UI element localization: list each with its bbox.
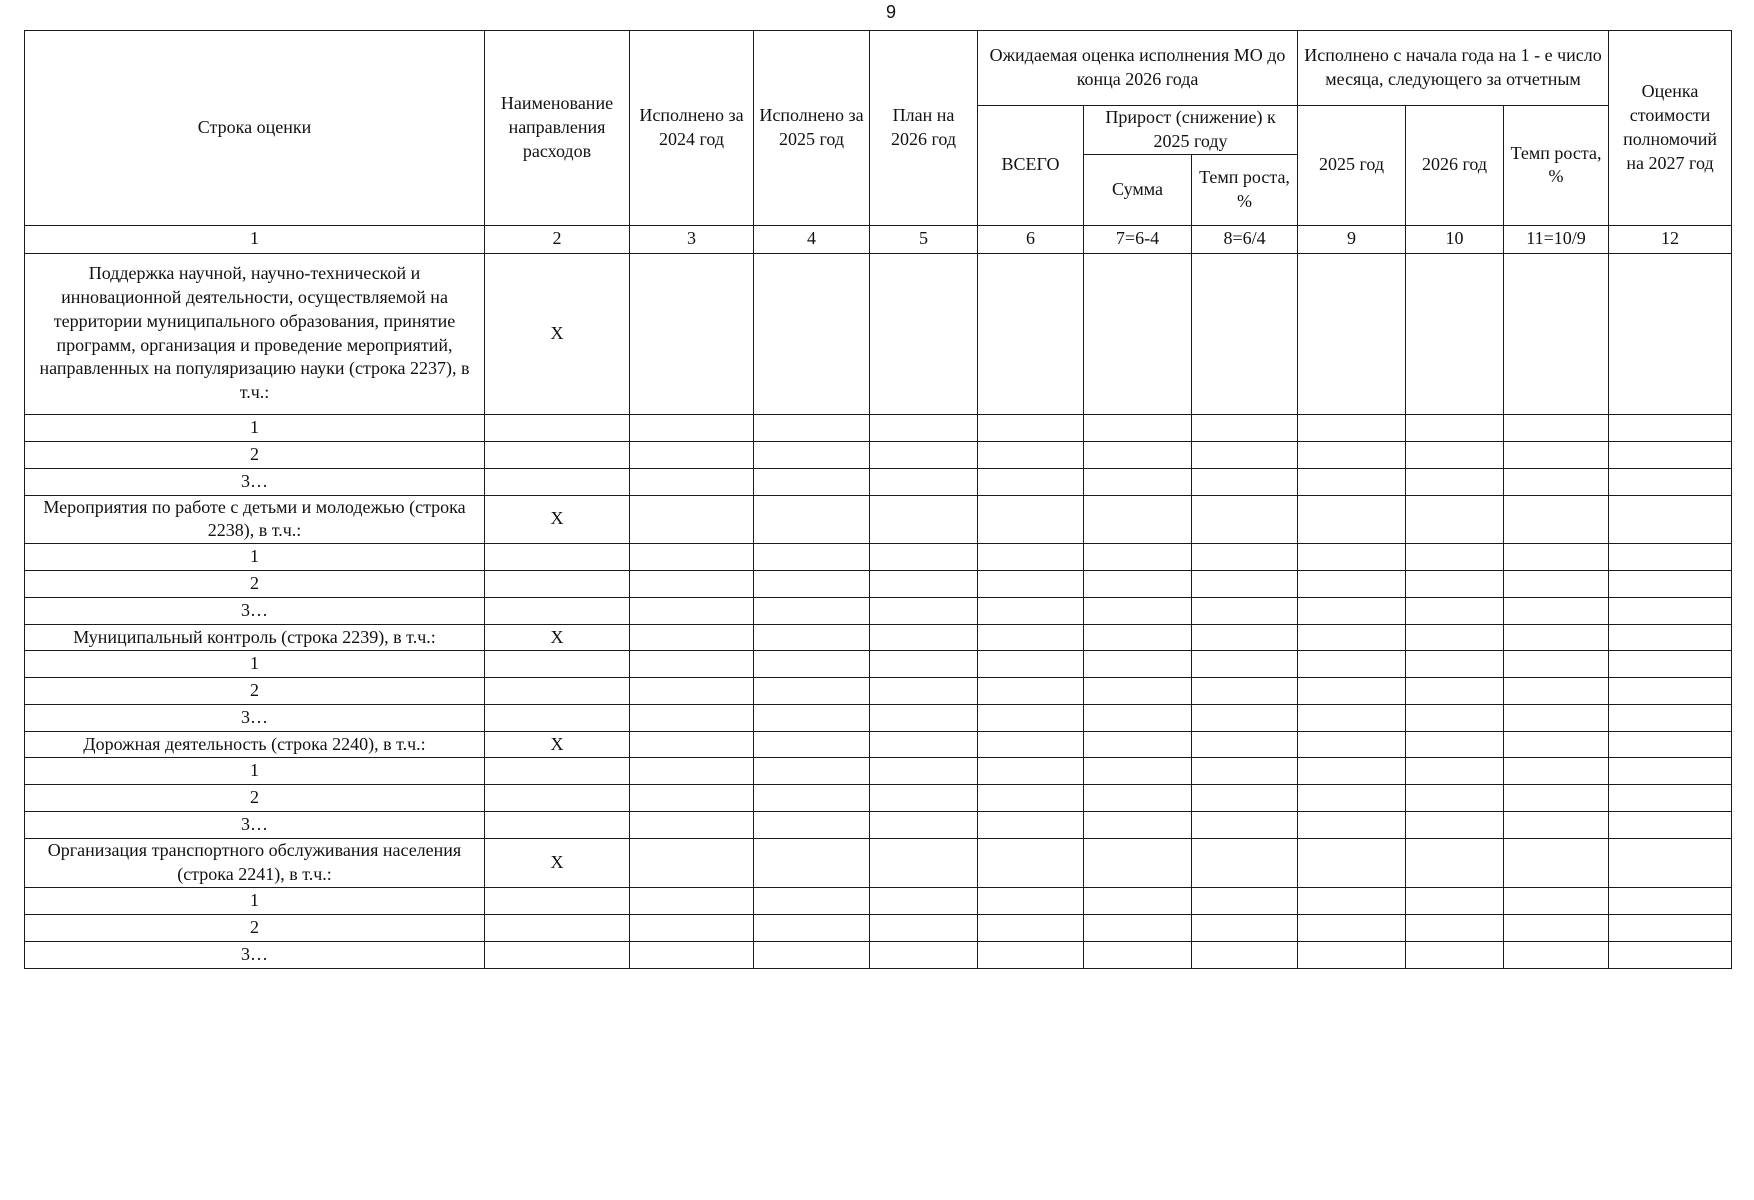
empty-cell <box>978 468 1084 495</box>
empty-cell <box>1609 414 1732 441</box>
header-ytd-2026: 2026 год <box>1406 106 1504 226</box>
empty-cell <box>630 571 754 598</box>
empty-cell <box>1298 651 1406 678</box>
empty-cell <box>870 914 978 941</box>
empty-cell <box>1504 441 1609 468</box>
empty-cell <box>1504 468 1609 495</box>
empty-cell <box>485 812 630 839</box>
section-row <box>25 625 1732 651</box>
empty-cell <box>1406 785 1504 812</box>
empty-cell <box>630 253 754 414</box>
empty-cell <box>754 705 870 732</box>
empty-cell <box>630 544 754 571</box>
empty-cell <box>1192 253 1298 414</box>
empty-cell <box>630 812 754 839</box>
empty-cell <box>1192 914 1298 941</box>
sub-row-number: 1 <box>25 651 485 678</box>
empty-cell <box>485 468 630 495</box>
page-number: 9 <box>885 2 896 22</box>
empty-cell <box>754 914 870 941</box>
empty-cell <box>1192 441 1298 468</box>
empty-cell <box>485 441 630 468</box>
empty-cell <box>978 839 1084 888</box>
empty-cell <box>1609 758 1732 785</box>
empty-cell <box>1084 705 1192 732</box>
empty-cell <box>1504 914 1609 941</box>
empty-cell <box>1504 941 1609 968</box>
empty-cell <box>1504 785 1609 812</box>
empty-cell <box>1406 468 1504 495</box>
empty-cell <box>870 651 978 678</box>
column-number: 6 <box>978 225 1084 253</box>
empty-cell <box>978 495 1084 544</box>
empty-cell <box>978 253 1084 414</box>
sub-row-number: 1 <box>25 414 485 441</box>
empty-cell <box>1609 468 1732 495</box>
column-number: 2 <box>485 225 630 253</box>
empty-cell <box>978 914 1084 941</box>
header-row-label: Строка оценки <box>25 31 485 226</box>
sub-row <box>25 812 1732 839</box>
empty-cell <box>1609 839 1732 888</box>
empty-cell <box>1298 571 1406 598</box>
sub-row <box>25 468 1732 495</box>
empty-cell <box>870 441 978 468</box>
empty-cell <box>1406 625 1504 651</box>
empty-cell <box>870 705 978 732</box>
empty-cell <box>1298 544 1406 571</box>
empty-cell <box>485 941 630 968</box>
empty-cell <box>1192 468 1298 495</box>
empty-cell <box>1406 495 1504 544</box>
empty-cell <box>754 785 870 812</box>
empty-cell <box>1609 705 1732 732</box>
empty-cell <box>870 468 978 495</box>
sub-row <box>25 887 1732 914</box>
empty-cell <box>630 625 754 651</box>
sub-row-number: 2 <box>25 785 485 812</box>
empty-cell <box>870 414 978 441</box>
sub-row <box>25 598 1732 625</box>
empty-cell <box>754 495 870 544</box>
empty-cell <box>754 812 870 839</box>
empty-cell <box>630 758 754 785</box>
empty-cell <box>978 625 1084 651</box>
empty-cell <box>870 887 978 914</box>
empty-cell <box>870 732 978 758</box>
sub-row <box>25 941 1732 968</box>
section-row <box>25 495 1732 544</box>
direction-mark: X <box>485 495 630 544</box>
empty-cell <box>1609 544 1732 571</box>
section-label: Мероприятия по работе с детьми и молодежью (строка 2238), в т.ч.: <box>25 495 485 544</box>
empty-cell <box>1504 887 1609 914</box>
empty-cell <box>870 571 978 598</box>
empty-cell <box>978 732 1084 758</box>
column-number: 8=6/4 <box>1192 225 1298 253</box>
empty-cell <box>1609 914 1732 941</box>
empty-cell <box>1192 732 1298 758</box>
empty-cell <box>1084 758 1192 785</box>
empty-cell <box>1192 839 1298 888</box>
empty-cell <box>485 678 630 705</box>
empty-cell <box>870 544 978 571</box>
column-number: 12 <box>1609 225 1732 253</box>
sub-row <box>25 414 1732 441</box>
empty-cell <box>1406 571 1504 598</box>
column-number: 3 <box>630 225 754 253</box>
empty-cell <box>1504 651 1609 678</box>
empty-cell <box>1609 253 1732 414</box>
empty-cell <box>1192 941 1298 968</box>
empty-cell <box>1084 887 1192 914</box>
empty-cell <box>1084 253 1192 414</box>
empty-cell <box>754 544 870 571</box>
sub-row-number: 2 <box>25 571 485 598</box>
empty-cell <box>1298 758 1406 785</box>
empty-cell <box>1609 495 1732 544</box>
empty-cell <box>870 941 978 968</box>
empty-cell <box>1084 678 1192 705</box>
empty-cell <box>1406 887 1504 914</box>
header-expected-group: Ожидаемая оценка исполнения МО до конца 2026 года <box>978 31 1298 106</box>
empty-cell <box>1406 253 1504 414</box>
empty-cell <box>978 758 1084 785</box>
empty-cell <box>1406 705 1504 732</box>
empty-cell <box>1192 812 1298 839</box>
empty-cell <box>630 678 754 705</box>
empty-cell <box>485 598 630 625</box>
empty-cell <box>978 441 1084 468</box>
empty-cell <box>1084 812 1192 839</box>
empty-cell <box>1504 414 1609 441</box>
empty-cell <box>485 785 630 812</box>
empty-cell <box>1406 544 1504 571</box>
empty-cell <box>978 598 1084 625</box>
sub-row <box>25 441 1732 468</box>
empty-cell <box>1084 785 1192 812</box>
empty-cell <box>630 914 754 941</box>
empty-cell <box>978 651 1084 678</box>
column-numbers-row <box>25 225 1732 253</box>
empty-cell <box>1504 598 1609 625</box>
empty-cell <box>1298 253 1406 414</box>
empty-cell <box>1192 414 1298 441</box>
header-direction: Наименование направления расходов <box>485 31 630 226</box>
empty-cell <box>754 678 870 705</box>
empty-cell <box>1298 887 1406 914</box>
header-estimate-2027: Оценка стоимости полномочий на 2027 год <box>1609 31 1732 226</box>
empty-cell <box>1084 468 1192 495</box>
empty-cell <box>1504 839 1609 888</box>
empty-cell <box>1609 678 1732 705</box>
empty-cell <box>978 887 1084 914</box>
direction-mark: X <box>485 732 630 758</box>
empty-cell <box>1504 732 1609 758</box>
column-number: 7=6-4 <box>1084 225 1192 253</box>
empty-cell <box>1084 941 1192 968</box>
empty-cell <box>630 941 754 968</box>
empty-cell <box>1192 598 1298 625</box>
empty-cell <box>754 571 870 598</box>
empty-cell <box>1084 651 1192 678</box>
empty-cell <box>1192 571 1298 598</box>
empty-cell <box>1298 678 1406 705</box>
column-number: 1 <box>25 225 485 253</box>
empty-cell <box>978 678 1084 705</box>
empty-cell <box>978 414 1084 441</box>
empty-cell <box>978 705 1084 732</box>
column-number: 5 <box>870 225 978 253</box>
empty-cell <box>978 571 1084 598</box>
empty-cell <box>1298 414 1406 441</box>
empty-cell <box>870 678 978 705</box>
empty-cell <box>485 887 630 914</box>
section-label: Поддержка научной, научно-технической и инновационной деятельности, осуществляемой на территории муниципального образования, принятие программ, организация и проведение мероприятий, направленных на популяризацию науки (строка 2237), в т.ч.: <box>25 253 485 414</box>
empty-cell <box>1192 651 1298 678</box>
empty-cell <box>1406 678 1504 705</box>
empty-cell <box>1609 441 1732 468</box>
sub-row-number: 2 <box>25 441 485 468</box>
empty-cell <box>1298 732 1406 758</box>
empty-cell <box>754 758 870 785</box>
empty-cell <box>1192 887 1298 914</box>
empty-cell <box>1504 812 1609 839</box>
sub-row <box>25 651 1732 678</box>
empty-cell <box>1406 839 1504 888</box>
empty-cell <box>870 253 978 414</box>
empty-cell <box>1609 598 1732 625</box>
section-row <box>25 253 1732 414</box>
empty-cell <box>870 812 978 839</box>
empty-cell <box>1504 544 1609 571</box>
empty-cell <box>754 732 870 758</box>
empty-cell <box>630 705 754 732</box>
empty-cell <box>1406 441 1504 468</box>
empty-cell <box>1609 571 1732 598</box>
empty-cell <box>1298 839 1406 888</box>
empty-cell <box>1504 678 1609 705</box>
empty-cell <box>1298 598 1406 625</box>
empty-cell <box>630 785 754 812</box>
section-row <box>25 839 1732 888</box>
empty-cell <box>1084 732 1192 758</box>
sub-row-number: 2 <box>25 914 485 941</box>
empty-cell <box>870 758 978 785</box>
sub-row-number: 2 <box>25 678 485 705</box>
empty-cell <box>485 544 630 571</box>
empty-cell <box>1609 625 1732 651</box>
empty-cell <box>1406 941 1504 968</box>
empty-cell <box>1298 785 1406 812</box>
empty-cell <box>1504 705 1609 732</box>
empty-cell <box>1298 625 1406 651</box>
empty-cell <box>754 839 870 888</box>
empty-cell <box>754 887 870 914</box>
empty-cell <box>1084 495 1192 544</box>
sub-row-number: 3… <box>25 812 485 839</box>
section-label: Организация транспортного обслуживания населения (строка 2241), в т.ч.: <box>25 839 485 888</box>
empty-cell <box>1084 839 1192 888</box>
sub-row <box>25 758 1732 785</box>
table-body <box>25 253 1732 968</box>
empty-cell <box>1192 785 1298 812</box>
empty-cell <box>630 887 754 914</box>
empty-cell <box>630 651 754 678</box>
header-growth-rate: Темп роста, % <box>1192 154 1298 225</box>
empty-cell <box>630 441 754 468</box>
empty-cell <box>1406 758 1504 785</box>
empty-cell <box>978 941 1084 968</box>
empty-cell <box>1298 495 1406 544</box>
header-plan-2026: План на 2026 год <box>870 31 978 226</box>
empty-cell <box>1609 941 1732 968</box>
sub-row-number: 1 <box>25 544 485 571</box>
empty-cell <box>1192 705 1298 732</box>
empty-cell <box>1084 598 1192 625</box>
empty-cell <box>1084 571 1192 598</box>
empty-cell <box>754 468 870 495</box>
empty-cell <box>870 625 978 651</box>
empty-cell <box>630 839 754 888</box>
empty-cell <box>1084 544 1192 571</box>
empty-cell <box>1298 705 1406 732</box>
direction-mark: X <box>485 253 630 414</box>
evaluation-table <box>24 30 1732 969</box>
empty-cell <box>754 441 870 468</box>
direction-mark: X <box>485 625 630 651</box>
sub-row <box>25 544 1732 571</box>
empty-cell <box>1609 812 1732 839</box>
section-row <box>25 732 1732 758</box>
empty-cell <box>1298 812 1406 839</box>
empty-cell <box>1504 495 1609 544</box>
empty-cell <box>1298 914 1406 941</box>
empty-cell <box>1084 914 1192 941</box>
header-total: ВСЕГО <box>978 106 1084 226</box>
empty-cell <box>1406 651 1504 678</box>
empty-cell <box>978 544 1084 571</box>
empty-cell <box>754 253 870 414</box>
empty-cell <box>1609 732 1732 758</box>
empty-cell <box>1504 571 1609 598</box>
empty-cell <box>1084 441 1192 468</box>
sub-row <box>25 785 1732 812</box>
empty-cell <box>1298 468 1406 495</box>
column-number: 9 <box>1298 225 1406 253</box>
empty-cell <box>754 625 870 651</box>
empty-cell <box>1406 732 1504 758</box>
sub-row-number: 1 <box>25 887 485 914</box>
column-number: 11=10/9 <box>1504 225 1609 253</box>
sub-row-number: 3… <box>25 598 485 625</box>
sub-row-number: 1 <box>25 758 485 785</box>
empty-cell <box>485 758 630 785</box>
empty-cell <box>1406 812 1504 839</box>
empty-cell <box>870 839 978 888</box>
empty-cell <box>1298 441 1406 468</box>
empty-cell <box>485 651 630 678</box>
empty-cell <box>978 785 1084 812</box>
sub-row <box>25 678 1732 705</box>
empty-cell <box>1192 544 1298 571</box>
empty-cell <box>754 598 870 625</box>
empty-cell <box>1406 598 1504 625</box>
section-label: Муниципальный контроль (строка 2239), в т.ч.: <box>25 625 485 651</box>
column-number: 10 <box>1406 225 1504 253</box>
empty-cell <box>1406 914 1504 941</box>
empty-cell <box>1609 785 1732 812</box>
header-ytd-rate: Темп роста, % <box>1504 106 1609 226</box>
sub-row <box>25 705 1732 732</box>
empty-cell <box>1192 495 1298 544</box>
empty-cell <box>630 598 754 625</box>
empty-cell <box>1406 414 1504 441</box>
empty-cell <box>1609 887 1732 914</box>
empty-cell <box>754 414 870 441</box>
empty-cell <box>1192 758 1298 785</box>
empty-cell <box>630 414 754 441</box>
header-exec-2024: Исполнено за 2024 год <box>630 31 754 226</box>
empty-cell <box>1504 625 1609 651</box>
empty-cell <box>870 785 978 812</box>
empty-cell <box>1192 625 1298 651</box>
empty-cell <box>1084 625 1192 651</box>
direction-mark: X <box>485 839 630 888</box>
header-ytd-2025: 2025 год <box>1298 106 1406 226</box>
empty-cell <box>1609 651 1732 678</box>
sub-row <box>25 914 1732 941</box>
empty-cell <box>754 941 870 968</box>
sub-row-number: 3… <box>25 705 485 732</box>
empty-cell <box>754 651 870 678</box>
empty-cell <box>630 468 754 495</box>
empty-cell <box>1084 414 1192 441</box>
empty-cell <box>1192 678 1298 705</box>
empty-cell <box>870 495 978 544</box>
empty-cell <box>485 414 630 441</box>
empty-cell <box>630 732 754 758</box>
sub-row-number: 3… <box>25 468 485 495</box>
header-ytd-group: Исполнено с начала года на 1 - е число месяца, следующего за отчетным <box>1298 31 1609 106</box>
empty-cell <box>978 812 1084 839</box>
empty-cell <box>485 705 630 732</box>
sub-row <box>25 571 1732 598</box>
empty-cell <box>1504 758 1609 785</box>
section-label: Дорожная деятельность (строка 2240), в т.ч.: <box>25 732 485 758</box>
header-exec-2025: Исполнено за 2025 год <box>754 31 870 226</box>
header-sum: Сумма <box>1084 154 1192 225</box>
empty-cell <box>630 495 754 544</box>
header-growth-group: Прирост (снижение) к 2025 году <box>1084 106 1298 155</box>
empty-cell <box>870 598 978 625</box>
empty-cell <box>485 914 630 941</box>
empty-cell <box>1504 253 1609 414</box>
column-number: 4 <box>754 225 870 253</box>
empty-cell <box>485 571 630 598</box>
sub-row-number: 3… <box>25 941 485 968</box>
empty-cell <box>1298 941 1406 968</box>
